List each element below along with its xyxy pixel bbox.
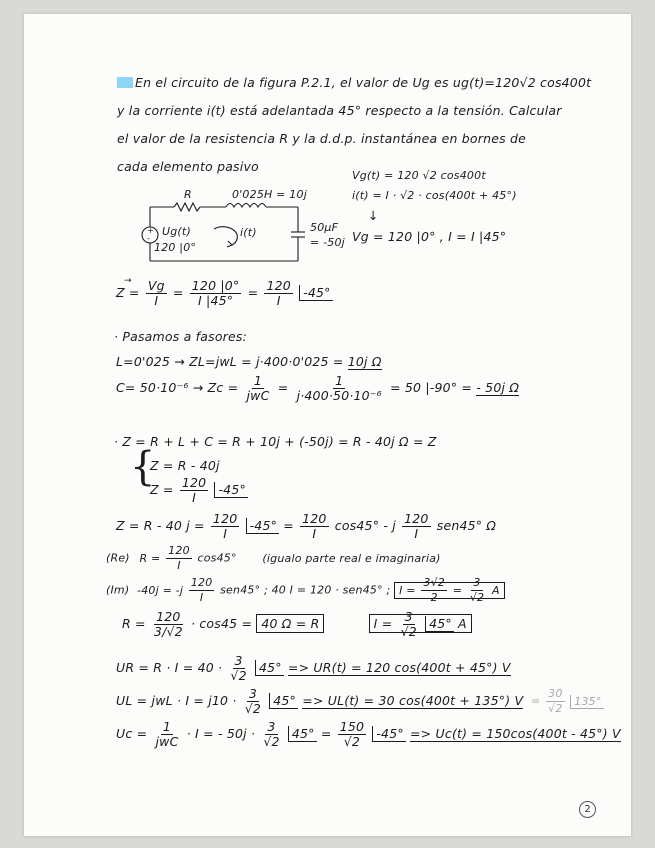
current-arrow-head xyxy=(227,241,232,247)
impedance-relation: → Z = $\frac{Vg}{I}$ = $\frac{120 |0^\circ}{I |45^\circ}$ = $\frac{120}{I}$ -45° xyxy=(116,279,333,308)
system-brace: { xyxy=(130,444,156,490)
inductor-voltage-line: UL = jwL · I = j10 · $\frac{3}{√2}$ 45° => UL(t) = 30 cos(400t + 135°) V xyxy=(116,686,524,716)
series-sum-line: · Z = R + L + C = R + 10j + (-50j) = R - 40j Ω = Z xyxy=(114,434,437,449)
phasor-title: · Pasamos a fasores: xyxy=(114,329,248,344)
circuit-diagram xyxy=(122,188,345,273)
capacitor-label: 50μF xyxy=(310,221,339,234)
resistance-box: 40 Ω = R xyxy=(256,614,324,633)
page-number: 2 xyxy=(579,801,596,818)
inductor-voltage-sidenote: = $\frac{30}{√2}$ 135° xyxy=(531,687,602,715)
current-magnitude-box: I = $\frac{3√2}{2}$ = $\frac{3}{√2}$ A xyxy=(394,582,505,599)
current-label: i(t) xyxy=(240,226,257,239)
resistor-label: R xyxy=(184,188,192,201)
problem-line-2: y la corriente i(t) está adelantada 45° respecto a la tensión. Calcular xyxy=(117,103,562,118)
circuit-schematic xyxy=(122,199,322,269)
current-phasor-box: I = $\frac{3}{√2}$ 45° A xyxy=(369,614,472,633)
source-label: Ug(t) xyxy=(162,225,191,238)
inductor-symbol xyxy=(226,204,266,208)
current-loop-arrow xyxy=(214,227,237,245)
inductor-impedance-line: L=0'025 → ZL=jwL = j·400·0'025 = 10j Ω xyxy=(116,354,382,369)
capacitor-voltage-line: Uc = $\frac{1}{\text{jwC}}$ · I = - 50j · $\frac{3}{√2}$ 45° = $\frac{150}{√2}$ -45° => Uc(t) = 150cos(400t - 45°) V xyxy=(116,719,621,749)
system-eq-1: Z = R - 40j xyxy=(150,458,220,473)
resistor-symbol xyxy=(174,203,200,211)
real-part-line: (Re) R = $\frac{120}{I}$ cos45° (igualo parte real e imaginaria) xyxy=(106,544,441,572)
inductor-label: 0'025H = 10j xyxy=(232,188,307,201)
given-arrow: ↓ xyxy=(368,208,379,223)
problem-line-3: el valor de la resistencia R y la d.d.p. instantánea en bornes de xyxy=(117,131,527,146)
source-minus: - xyxy=(147,234,150,243)
given-vg: Vg(t) = 120 √2 cos400t xyxy=(352,169,486,182)
capacitor-impedance: = -50j xyxy=(310,236,345,249)
capacitor-impedance-line: C= 50·10⁻⁶ → Zc = $\frac{1}{\text{jwC}}$ = $\frac{1}{\text{j·400·50·10⁻⁶}}$ = 50 |-90° = - 50j Ω xyxy=(116,373,520,403)
problem-line-4: cada elemento pasivo xyxy=(117,159,259,174)
problem-line-1: En el circuito de la figura P.2.1, el valor de Ug es ug(t)=120√2 cos400t xyxy=(117,75,591,90)
resistance-result-line: R = $\frac{120}{3/√2}$ · cos45 = 40 Ω = R I = $\frac{3}{√2}$ 45° A xyxy=(122,610,472,639)
source-phasor: 120 |0° xyxy=(154,241,197,254)
system-eq-2: Z = $\frac{120}{I}$ -45° xyxy=(150,475,246,505)
problem-marker xyxy=(117,77,133,88)
notebook-page xyxy=(24,14,631,836)
given-phasors: Vg = 120 |0° , I = I |45° xyxy=(352,229,507,244)
given-i: i(t) = I · √2 · cos(400t + 45°) xyxy=(352,189,517,202)
imag-part-line: (Im) -40j = -j $\frac{120}{I}$ sen45° ; 40 I = 120 · sen45° ; I = $\frac{3√2}{2}$ = $\frac{3}{√2}$ A xyxy=(106,576,505,605)
source-plus: + xyxy=(147,226,154,235)
expansion-line: Z = R - 40 j = $\frac{120}{I}$ -45° = $\frac{120}{I}$ cos45° - j $\frac{120}{I}$ sen45° Ω xyxy=(116,511,497,541)
resistor-voltage-line: UR = R · I = 40 · $\frac{3}{√2}$ 45° => UR(t) = 120 cos(400t + 45°) V xyxy=(116,653,511,683)
